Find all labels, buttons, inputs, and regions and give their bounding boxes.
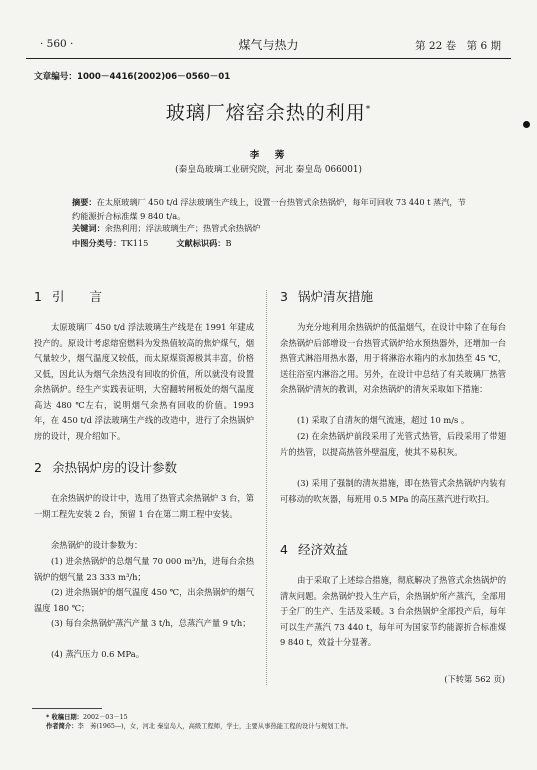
section-2-heading bbox=[34, 458, 177, 476]
abstract-label: 摘要： bbox=[72, 197, 97, 207]
affiliation: (秦皇岛玻璃工业研究院，河北 秦皇岛 066001) bbox=[175, 165, 362, 175]
section-3-heading bbox=[280, 287, 373, 305]
title-text: 玻璃厂熔窑余热的利用 bbox=[165, 102, 366, 124]
received-date-line bbox=[46, 713, 352, 722]
footnote bbox=[46, 713, 352, 731]
section-2-item-4 bbox=[34, 647, 254, 663]
section-3-item-1 bbox=[280, 413, 506, 429]
list-item-text: (2) 在余热锅炉前段采用了光管式热管，后段采用了带翅片的热管，以提高热管外壁温度，使其不易积灰。 bbox=[280, 431, 506, 457]
section-1-heading bbox=[34, 287, 102, 305]
section-4-paragraph bbox=[280, 573, 506, 651]
received-label: * 收稿日期： bbox=[46, 714, 83, 721]
keywords-text: 余热利用；浮法玻璃生产；热管式余热锅炉 bbox=[104, 223, 261, 233]
section-2-params-intro bbox=[34, 538, 254, 554]
section-title: 锅炉清灰措施 bbox=[298, 289, 374, 304]
abstract bbox=[72, 195, 470, 223]
bio-text: 李 莠(1965—)，女，河北 秦皇岛人，高级工程师，学士，主要从事热能工程的设计与规划工作。 bbox=[77, 723, 353, 730]
section-2-paragraph bbox=[34, 491, 254, 522]
paragraph-text: 在余热锅炉的设计中，选用了热管式余热锅炉 3 台，第一期工程先安装 2 台，预留 1 台在第二期工程中安装。 bbox=[34, 493, 254, 519]
section-title: 余热锅炉房的设计参数 bbox=[52, 460, 178, 475]
section-1-paragraph bbox=[34, 320, 254, 444]
paragraph-text: 为充分地利用余热锅炉的低温烟气，在设计中除了在每台余热锅炉后部增设一台热管式锅炉给水预热器外，还增加一台热管式淋浴用热水器，用于将淋浴水箱内的水加热至 45 ℃，送往浴室内淋浴之用。另外，在设计中总结了有关玻璃厂热管余热锅炉清灰的教训，对余热锅炉的清灰采取如下措施： bbox=[280, 322, 506, 394]
list-item-text: (3) 每台余热锅炉蒸汽产量 3 t/h，总蒸汽产量 9 t/h； bbox=[51, 618, 251, 628]
paper-title bbox=[0, 98, 537, 125]
section-number: 1 bbox=[34, 289, 42, 304]
section-3-item-3 bbox=[280, 476, 506, 507]
title-footnote-mark: * bbox=[365, 104, 372, 115]
section-2-item-1 bbox=[34, 554, 254, 585]
page-number: · 560 · bbox=[40, 38, 74, 50]
classification bbox=[72, 238, 232, 249]
section-3-paragraph bbox=[280, 320, 506, 398]
paragraph-text: 由于采取了上述综合措施，彻底解决了热管式余热锅炉的清灰问题。余热锅炉投入生产后，余热锅炉所产蒸汽，全部用于全厂的生产、生活及采暖。3 台余热锅炉全部投产后，每年可以生产蒸汽 73 440 t，每年可为国家节约能源折合标准煤 9 840 t，效益十分显著。 bbox=[280, 575, 506, 647]
list-item-text: (1) 进余热锅炉的总烟气量 70 000 m³/h，进每台余热锅炉的烟气量 23 333 m³/h； bbox=[34, 556, 254, 582]
footnote-rule bbox=[32, 708, 102, 709]
section-title: 经济效益 bbox=[298, 542, 349, 557]
section-number: 4 bbox=[280, 542, 288, 557]
article-number: 文章编号：1000－4416(2002)06－0560－01 bbox=[34, 72, 231, 82]
volume-issue: 第 22 卷 第 6 期 bbox=[415, 40, 501, 52]
section-2-item-3 bbox=[34, 616, 254, 632]
section-2-item-2 bbox=[34, 585, 254, 616]
author-name: 李 莠 bbox=[249, 150, 288, 161]
journal-name: 煤气与热力 bbox=[238, 38, 299, 52]
list-item-text: (3) 采用了强制的清灰措施，即在热管式余热锅炉内装有可移动的吹灰器，每班用 0.5 MPa 的高压蒸汽进行吹扫。 bbox=[280, 478, 506, 504]
abstract-text: 在太原玻璃厂 450 t/d 浮法玻璃生产线上，设置一台热管式余热锅炉，每年可回收 73 440 t 蒸汽，节约能源折合标准煤 9 840 t/a。 bbox=[72, 197, 466, 221]
continued-note: (下转第 562 页) bbox=[444, 674, 505, 684]
section-title: 引 言 bbox=[52, 289, 103, 304]
doc-code-label: 文献标识码： bbox=[176, 238, 226, 248]
bio-label: 作者简介： bbox=[46, 723, 78, 730]
received-date: 2002－03－15 bbox=[82, 714, 128, 721]
list-item-text: (4) 蒸汽压力 0.6 MPa。 bbox=[51, 649, 144, 659]
header-rule bbox=[26, 58, 511, 59]
running-header bbox=[26, 38, 511, 54]
paragraph-text: 余热锅炉的设计参数为： bbox=[51, 540, 143, 550]
list-item-text: (2) 进余热锅炉的烟气温度 450 ℃，出余热锅炉的烟气温度 180 ℃； bbox=[34, 587, 254, 613]
keywords bbox=[72, 223, 260, 234]
clc-code: TK115 bbox=[121, 238, 149, 248]
list-item-text: (1) 采取了自清灰的烟气流速，超过 10 m/s 。 bbox=[297, 415, 470, 425]
section-4-heading bbox=[280, 540, 348, 558]
section-number: 2 bbox=[34, 460, 42, 475]
doc-code: B bbox=[225, 238, 232, 248]
section-3-item-2 bbox=[280, 429, 506, 460]
clc-label: 中图分类号： bbox=[72, 238, 122, 248]
column-divider bbox=[266, 290, 267, 685]
paragraph-text: 太原玻璃厂 450 t/d 浮法玻璃生产线是在 1991 年建成投产的。原设计考虑熔窑燃料为发热值较高的焦炉煤气，烟气量较少，烟气温度又较低，而太原煤资源极其丰富，价格又低，因此认为烟气余热没有回收的价值，所以就没有设置余热锅炉。经生产实践表证明，大窑翻转闸板处的烟气温度高达 480 ℃左右，说明烟气余热有回收的价值。1993 年，在 450 t/d 浮法玻璃生产线的改造中，进行了余热锅炉房的设计，现介绍如下。 bbox=[34, 322, 254, 441]
scan-mark bbox=[523, 121, 530, 128]
keywords-label: 关键词： bbox=[72, 223, 105, 233]
author-bio-line bbox=[46, 722, 352, 731]
section-number: 3 bbox=[280, 289, 288, 304]
